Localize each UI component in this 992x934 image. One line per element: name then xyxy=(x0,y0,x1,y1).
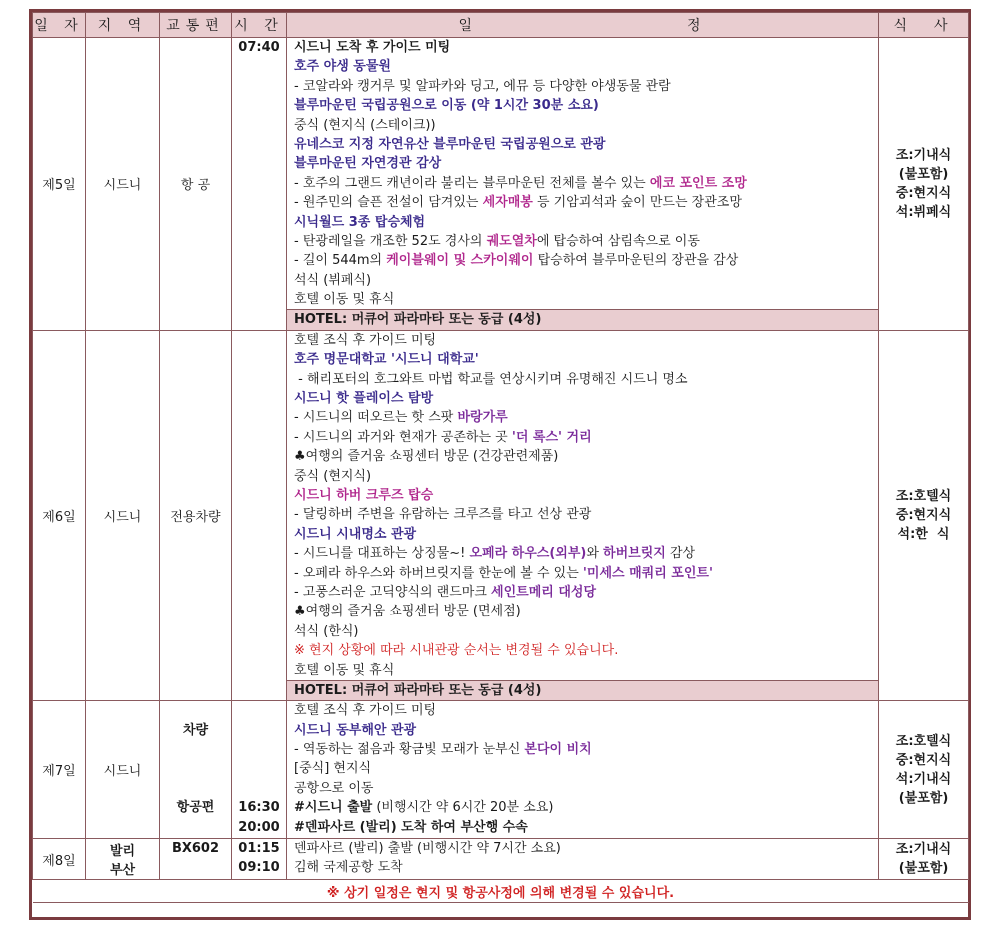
schedule-text: 감상 xyxy=(665,546,696,562)
footer-row xyxy=(33,880,969,903)
schedule-cell xyxy=(287,38,879,331)
schedule-line xyxy=(287,701,878,720)
schedule-line xyxy=(287,622,878,641)
schedule-line xyxy=(287,583,878,602)
itinerary-table xyxy=(32,12,969,903)
schedule-text: 중식 (현지식 (스테이크)) xyxy=(294,117,436,133)
schedule-text: 김해 국제공항 도착 xyxy=(294,860,403,876)
schedule-text: [중식] 현지식 xyxy=(294,761,372,777)
time-cell xyxy=(232,839,287,880)
schedule-line xyxy=(287,389,878,408)
schedule-line xyxy=(287,798,878,817)
schedule-line xyxy=(287,116,878,135)
schedule-text: 석식 (한식) xyxy=(294,623,359,639)
day-row-5 xyxy=(33,38,969,331)
meal-line: (불포함) xyxy=(898,790,949,806)
schedule-text: 시드니 동부해안 관광 xyxy=(294,722,417,738)
schedule-text: - 달링하버 주변을 유람하는 크루즈를 타고 선상 관광 xyxy=(294,507,592,523)
region-cell xyxy=(86,839,160,880)
schedule-text: - 원주민의 슬픈 전설이 담겨있는 xyxy=(294,195,483,211)
schedule-text: - 해리포터의 호그와트 마법 학교를 연상시키며 유명해진 시드니 명소 xyxy=(294,371,688,387)
schedule-text: 하버브릿지 xyxy=(603,546,666,562)
schedule-text: 본다이 비치 xyxy=(524,742,592,758)
time-cell xyxy=(232,330,287,700)
schedule-line xyxy=(287,779,878,798)
schedule-text: 시드니 핫 플레이스 탐방 xyxy=(294,391,434,407)
time-depart: 01:15 xyxy=(238,841,280,857)
transport-cell: 전용차량 xyxy=(160,330,232,700)
schedule-text: 호텔 이동 및 휴식 xyxy=(294,662,395,678)
schedule-line xyxy=(287,290,878,309)
schedule-line xyxy=(287,174,878,193)
schedule-text: 호텔 조식 후 가이드 미팅 xyxy=(294,332,437,348)
schedule-text: 호텔 이동 및 휴식 xyxy=(294,292,395,308)
meal-line: 석:기내식 xyxy=(895,771,952,787)
schedule-text: 공항으로 이동 xyxy=(294,780,374,796)
schedule-text: 덴파사르 (발리) 출발 (비행시간 약 7시간 소요) xyxy=(294,841,561,857)
header-region: 지 역 xyxy=(86,13,160,38)
header-time: 시 간 xyxy=(232,13,287,38)
schedule-text: - 호주의 그랜드 캐년이라 불리는 블루마운틴 전체를 볼수 있는 xyxy=(294,175,650,191)
region-cell: 시드니 xyxy=(86,330,160,700)
schedule-text: 시드니 시내명소 관광 xyxy=(294,526,417,542)
schedule-line xyxy=(287,839,878,858)
day-row-6 xyxy=(33,330,969,700)
schedule-text: '미세스 매쿼리 포인트' xyxy=(582,565,713,581)
schedule-text: 바랑가루 xyxy=(457,410,508,426)
meal-line: 석:한 식 xyxy=(897,527,950,543)
schedule-text: 등 기암괴석과 숲이 만드는 장관조망 xyxy=(532,195,742,211)
schedule-text: - 오페라 하우스와 하버브릿지를 한눈에 볼 수 있는 xyxy=(294,565,583,581)
schedule-lines xyxy=(287,701,878,837)
schedule-line xyxy=(287,271,878,290)
schedule-lines xyxy=(287,839,878,878)
schedule-text: - 코알라와 캥거루 및 알파카와 딩고, 에뮤 등 다양한 야생동물 관람 xyxy=(294,78,671,94)
transport-cell xyxy=(160,701,232,839)
schedule-line xyxy=(287,135,878,154)
schedule-line xyxy=(287,193,878,212)
schedule-text: 유네스코 지정 자연유산 블루마운틴 국립공원으로 관광 xyxy=(294,136,606,152)
schedule-text: 석식 (뷔페식) xyxy=(294,272,372,288)
schedule-line xyxy=(287,467,878,486)
meal-cell xyxy=(879,701,969,839)
schedule-line xyxy=(287,447,878,466)
region-cell: 시드니 xyxy=(86,701,160,839)
day-label: 제6일 xyxy=(33,330,86,700)
schedule-line xyxy=(287,505,878,524)
schedule-text: ※ 현지 상황에 따라 시내관광 순서는 변경될 수 있습니다. xyxy=(294,643,619,659)
schedule-text: 중식 (현지식) xyxy=(294,468,372,484)
day-row-7 xyxy=(33,701,969,839)
schedule-text: - 탄광레일을 개조한 52도 경사의 xyxy=(294,233,487,249)
schedule-text: - 길이 544m의 xyxy=(294,253,387,269)
schedule-line xyxy=(287,96,878,115)
schedule-line xyxy=(287,38,878,57)
meal-line: 조:기내식 xyxy=(895,842,952,858)
schedule-line xyxy=(287,154,878,173)
schedule-line xyxy=(287,428,878,447)
schedule-text: 에코 포인트 조망 xyxy=(649,175,747,191)
schedule-line xyxy=(287,77,878,96)
meal-line: (불포함) xyxy=(898,861,949,877)
time-cell xyxy=(232,701,287,839)
schedule-line xyxy=(287,721,878,740)
schedule-text: #덴파사르 (발리) 도착 하여 부산행 수속 xyxy=(294,819,528,835)
hotel-line: HOTEL: 머큐어 파라마타 또는 동급 (4성) xyxy=(287,680,878,700)
header-transport: 교통편 xyxy=(160,13,232,38)
region-line: 발리 xyxy=(109,844,136,860)
schedule-text: 블루마운틴 자연경관 감상 xyxy=(294,156,442,172)
meal-line: (불포함) xyxy=(898,166,949,182)
schedule-text: ♣여행의 즐거움 쇼핑센터 방문 (면세점) xyxy=(294,604,521,620)
schedule-text: 탑승하여 블루마운틴의 장관을 감상 xyxy=(533,253,739,269)
schedule-text: 호주 명문대학교 '시드니 대학교' xyxy=(294,352,479,368)
schedule-line xyxy=(287,331,878,350)
schedule-text: - 고풍스러운 고딕양식의 랜드마크 xyxy=(294,584,492,600)
meal-cell xyxy=(879,839,969,880)
schedule-lines xyxy=(287,38,878,309)
schedule-line xyxy=(287,740,878,759)
meal-line: 중:현지식 xyxy=(895,508,952,524)
time-cell xyxy=(232,38,287,331)
hotel-line: HOTEL: 머큐어 파라마타 또는 동급 (4성) xyxy=(287,309,878,329)
transport-top: 차량 xyxy=(182,722,209,738)
schedule-line xyxy=(287,641,878,660)
header-meal: 식 사 xyxy=(879,13,969,38)
schedule-line xyxy=(287,408,878,427)
schedule-line xyxy=(287,350,878,369)
schedule-text: '더 록스' 거리 xyxy=(511,429,592,445)
transport-bottom: 항공편 xyxy=(176,800,215,816)
schedule-text: 호텔 조식 후 가이드 미팅 xyxy=(294,703,437,719)
footer-note: ※ 상기 일정은 현지 및 항공사정에 의해 변경될 수 있습니다. xyxy=(33,880,969,903)
schedule-line xyxy=(287,564,878,583)
schedule-text: 세인트메리 대성당 xyxy=(491,584,597,600)
region-line: 부산 xyxy=(109,863,136,879)
schedule-line xyxy=(287,759,878,778)
schedule-text: 블루마운틴 국립공원으로 이동 (약 1시간 30분 소요) xyxy=(294,98,599,114)
transport-cell: BX602 xyxy=(160,839,232,880)
schedule-line xyxy=(287,525,878,544)
day-row-8 xyxy=(33,839,969,880)
schedule-line xyxy=(287,213,878,232)
meal-line: 조:기내식 xyxy=(895,147,952,163)
schedule-cell xyxy=(287,330,879,700)
schedule-lines xyxy=(287,331,878,680)
schedule-text: - 역동하는 젊음과 황금빛 모래가 눈부신 xyxy=(294,742,525,758)
schedule-text: 시닉월드 3종 탑승체험 xyxy=(294,214,426,230)
meal-line: 중:현지식 xyxy=(895,752,952,768)
meal-cell xyxy=(879,38,969,331)
schedule-line xyxy=(287,370,878,389)
schedule-text: 에 탑승하여 삼림속으로 이동 xyxy=(536,233,700,249)
meal-cell xyxy=(879,330,969,700)
header-row xyxy=(33,13,969,38)
schedule-line xyxy=(287,486,878,505)
schedule-line xyxy=(287,818,878,837)
header-schedule: 일 정 xyxy=(287,13,879,38)
schedule-text: 시드니 하버 크루즈 탑승 xyxy=(294,487,434,503)
schedule-line xyxy=(287,661,878,680)
schedule-text: (비행시간 약 6시간 20분 소요) xyxy=(372,800,554,816)
itinerary-frame xyxy=(29,9,971,920)
schedule-cell xyxy=(287,701,879,839)
time-arrive: 09:10 xyxy=(238,860,280,876)
day-label: 제8일 xyxy=(33,839,86,880)
day-label: 제5일 xyxy=(33,38,86,331)
time-depart: 16:30 xyxy=(238,800,280,816)
schedule-text: 시드니 도착 후 가이드 미팅 xyxy=(294,40,451,55)
time-arrive: 20:00 xyxy=(238,819,280,835)
schedule-text: 호주 야생 동물원 xyxy=(294,59,391,75)
schedule-text: 세자매봉 xyxy=(482,195,533,211)
schedule-line xyxy=(287,602,878,621)
time-start: 07:40 xyxy=(238,40,280,55)
schedule-text: - 시드니의 과거와 현재가 공존하는 곳 xyxy=(294,429,512,445)
schedule-text: 와 xyxy=(586,546,604,562)
schedule-line xyxy=(287,57,878,76)
meal-line: 조:호텔식 xyxy=(895,733,952,749)
schedule-cell xyxy=(287,839,879,880)
region-cell: 시드니 xyxy=(86,38,160,331)
meal-line: 석:뷔페식 xyxy=(895,204,952,220)
header-day: 일 자 xyxy=(33,13,86,38)
schedule-line xyxy=(287,232,878,251)
schedule-text: - 시드니의 떠오르는 핫 스팟 xyxy=(294,410,458,426)
transport-cell: 항 공 xyxy=(160,38,232,331)
schedule-text: 오페라 하우스(외부) xyxy=(469,546,587,562)
day-label: 제7일 xyxy=(33,701,86,839)
schedule-text: ♣여행의 즐거움 쇼핑센터 방문 (건강관련제품) xyxy=(294,449,559,465)
schedule-text: #시드니 출발 xyxy=(294,800,373,816)
schedule-line xyxy=(287,251,878,270)
schedule-text: 궤도열차 xyxy=(486,233,537,249)
meal-line: 조:호텔식 xyxy=(895,489,952,505)
schedule-text: 케이블웨이 및 스카이웨이 xyxy=(386,253,534,269)
schedule-text: - 시드니를 대표하는 상징물~! xyxy=(294,546,470,562)
meal-line: 중:현지식 xyxy=(895,185,952,201)
schedule-line xyxy=(287,544,878,563)
schedule-line xyxy=(287,858,878,877)
